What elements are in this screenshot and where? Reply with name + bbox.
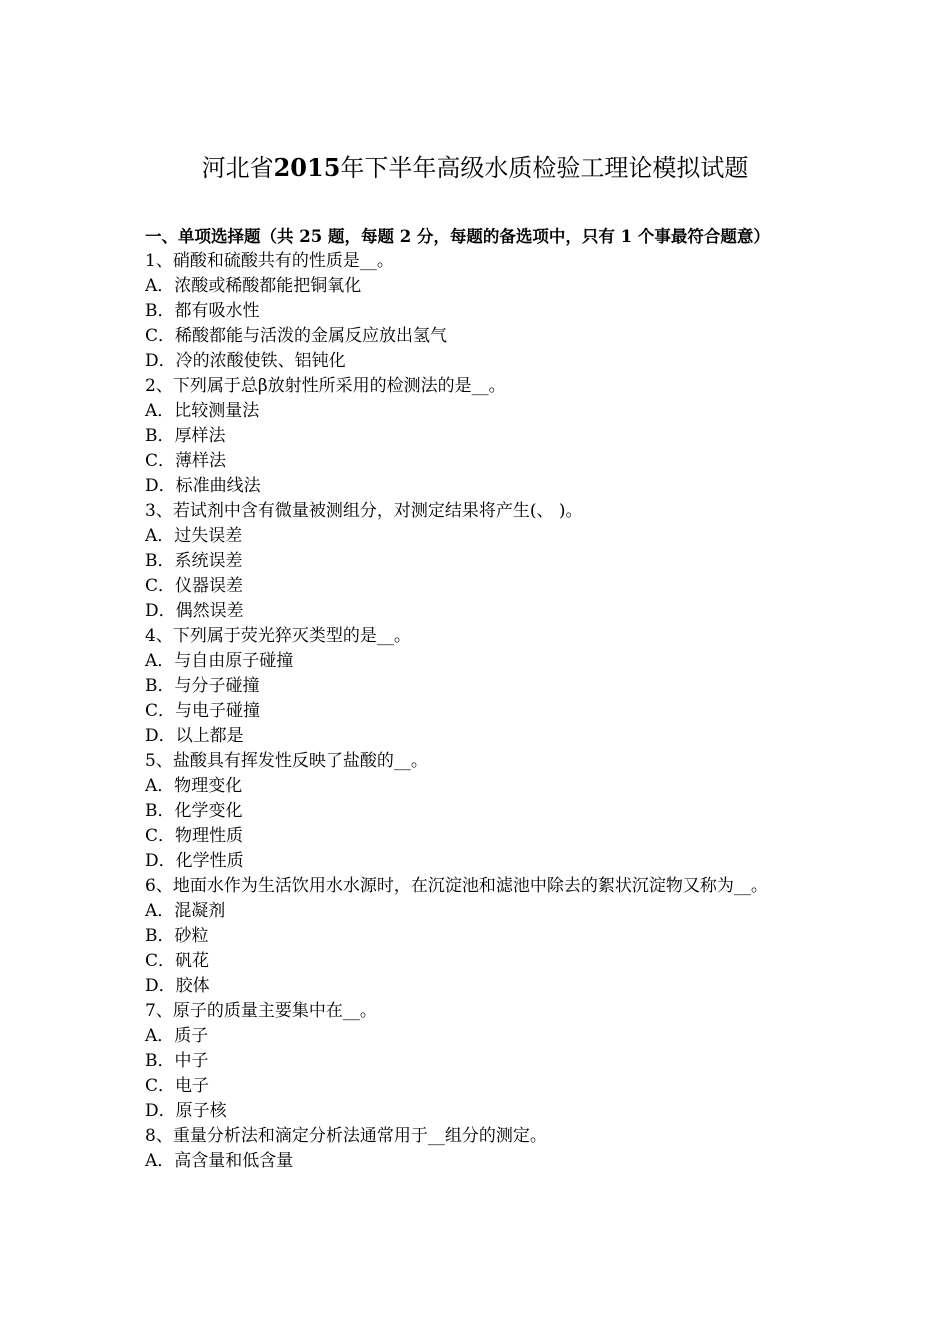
option-b: B．厚样法 — [145, 426, 226, 446]
question-stem: 1、硝酸和硫酸共有的性质是__。 — [145, 251, 394, 271]
option-d: D．偶然误差 — [145, 601, 244, 621]
question-stem: 2、下列属于总β放射性所采用的检测法的是__。 — [145, 376, 506, 396]
option-d: D．化学性质 — [145, 851, 244, 871]
title-year: 2015 — [273, 153, 341, 182]
option-c: C．与电子碰撞 — [145, 701, 261, 721]
option-a: A．质子 — [145, 1026, 209, 1046]
option-a: A．比较测量法 — [145, 401, 260, 421]
option-c: C．薄样法 — [145, 451, 227, 471]
question-3 — [145, 499, 810, 624]
option-a: A．混凝剂 — [145, 901, 226, 921]
exam-content — [145, 224, 810, 1174]
option-c: C．电子 — [145, 1076, 210, 1096]
option-a: A．高含量和低含量 — [145, 1151, 294, 1171]
question-stem: 4、下列属于荧光猝灭类型的是__。 — [145, 626, 411, 646]
question-2 — [145, 374, 810, 499]
document-title — [0, 150, 950, 186]
question-1 — [145, 249, 810, 374]
option-c: C．物理性质 — [145, 826, 244, 846]
option-a: A．浓酸或稀酸都能把铜氧化 — [145, 276, 362, 296]
title-suffix: 年下半年高级水质检验工理论模拟试题 — [340, 154, 749, 182]
option-d: D．以上都是 — [145, 726, 244, 746]
question-stem: 6、地面水作为生活饮用水水源时，在沉淀池和滤池中除去的絮状沉淀物又称为__。 — [145, 876, 768, 896]
option-b: B．与分子碰撞 — [145, 676, 260, 696]
option-d: D．原子核 — [145, 1101, 227, 1121]
title-prefix: 河北省 — [201, 154, 274, 182]
option-b: B．化学变化 — [145, 801, 243, 821]
option-a: A．过失误差 — [145, 526, 243, 546]
option-a: A．物理变化 — [145, 776, 243, 796]
question-7 — [145, 999, 810, 1124]
option-c: C．矾花 — [145, 951, 210, 971]
option-b: B．砂粒 — [145, 926, 209, 946]
option-d: D．标准曲线法 — [145, 476, 261, 496]
option-c: C．仪器误差 — [145, 576, 244, 596]
option-d: D．胶体 — [145, 976, 210, 996]
question-8 — [145, 1124, 810, 1174]
question-6 — [145, 874, 810, 999]
question-stem: 7、原子的质量主要集中在__。 — [145, 1001, 377, 1021]
option-b: B．都有吸水性 — [145, 301, 260, 321]
question-stem: 8、重量分析法和滴定分析法通常用于__组分的测定。 — [145, 1126, 547, 1146]
option-a: A．与自由原子碰撞 — [145, 651, 294, 671]
option-b: B．系统误差 — [145, 551, 243, 571]
option-d: D．冷的浓酸使铁、铝钝化 — [145, 351, 346, 371]
option-b: B．中子 — [145, 1051, 209, 1071]
section-heading: 一、单项选择题（共 25 题，每题 2 分，每题的备选项中，只有 1 个事最符合题意） — [145, 227, 770, 246]
question-stem: 5、盐酸具有挥发性反映了盐酸的__。 — [145, 751, 428, 771]
question-stem: 3、若试剂中含有微量被测组分，对测定结果将产生(、 )。 — [145, 501, 583, 521]
question-4 — [145, 624, 810, 749]
option-c: C．稀酸都能与活泼的金属反应放出氢气 — [145, 326, 448, 346]
question-5 — [145, 749, 810, 874]
